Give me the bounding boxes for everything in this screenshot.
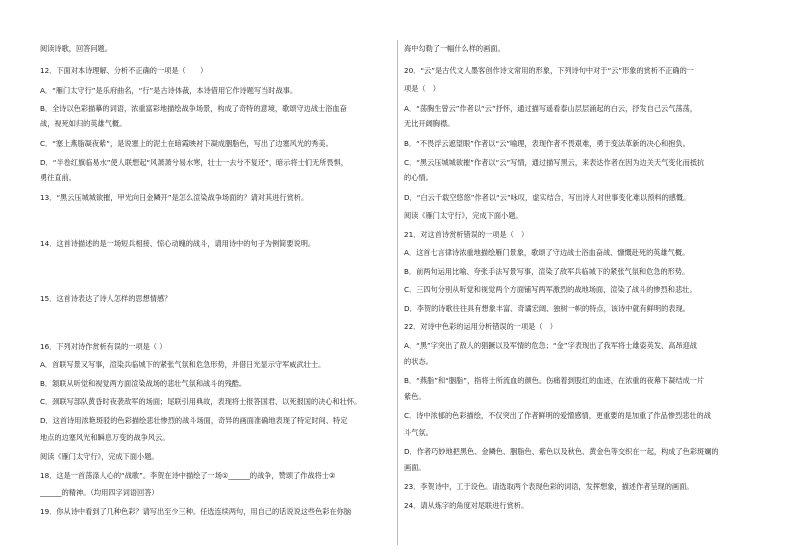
question-14: 14．这首诗描述的是一场短兵相接、惊心动魄的战斗，请用诗中的句子为例简要说明。	[40, 239, 316, 248]
option-c-cont: 的心情。	[404, 173, 433, 182]
option-b-cont: 战，视死如归的英雄气概。	[40, 119, 127, 128]
option-b: B．“燕脂”和“胭脂”，指将士所流血的颜色。伤痛着到股红的血迹，在浓重的夜幕下凝结成一片	[404, 376, 705, 385]
question-23: 23．李贺诗中，工于设色。请选取两个表现色彩的词语，发挥想象，描述作者呈现的画面。	[404, 482, 694, 491]
option-a: A．“黑”字突出了敌人的猖獗以及军情的危急；“金”字表现出了我军将士雄姿英发、高昂迎战	[404, 341, 697, 350]
option-b: B．全诗以色彩描摹的词语，浓重富彩地描绘战争场景，构成了奇特的意境，歌颂守边战士浴血奋	[40, 104, 347, 113]
option-a: A．这首七言律诗浓重地描绘雁门景象，歌颂了守边战士浴血奋战、慷慨赴死的英雄气概。	[404, 248, 690, 257]
question-20: 20．“云”是古代文人墨客创作诗文常用的形象，下列诗句中对于“云”形象的赏析不正确的一	[404, 66, 694, 75]
question-22: 22．对诗中色彩的运用分析错误的一项是（ ）	[404, 322, 557, 331]
option-d: D．“半卷红旗临易水”使人联想起“风萧萧兮易水寒，壮士一去兮不复还”，暗示将士们无所畏惧，	[40, 158, 348, 167]
question-18-cont: ______的精神。（均用四字词语回答）	[40, 488, 159, 497]
question-18: 18．这是一首荡涤人心的“战歌”。李贺在诗中描绘了一场①______的战争，赞颂了作战将士②	[40, 471, 336, 480]
option-d-cont: 勇往直前。	[40, 173, 76, 182]
option-d: D．这首诗用浓艳斑驳的色彩描绘悲壮惨烈的战斗场面，奇异的画面准确地表现了特定时间、特定	[40, 416, 348, 425]
option-d: D．作者巧妙地把黑色、金鳞色、胭脂色、紫色以及秋色、黄金色等交织在一起，构成了色彩斑斓的	[404, 447, 719, 456]
question-12: 12．下面对本诗理解、分析不正确的一项是（ ）	[40, 66, 208, 75]
text-line: 阅读诗歌，回答问题。	[40, 44, 112, 53]
question-19-cont: 海中勾勒了一幅什么样的画面。	[404, 44, 505, 53]
question-21: 21．对这首诗赏析错误的一项是（ ）	[404, 230, 529, 239]
reading-instruction: 阅读《雁门太守行》，完成下面小题。	[40, 452, 159, 461]
question-19: 19．你从诗中看到了几种色彩？请写出至少三种。任选连续两句，用自己的话说说这些色彩在你脑	[40, 507, 352, 516]
column-divider	[397, 40, 398, 545]
question-20-cont: 项是（ ）	[404, 84, 440, 93]
option-c-cont: 斗气氛。	[404, 428, 433, 437]
option-c: C．“黑云压城城欲摧”作者以“云”写情，通过描写黑云，来表达作者在因为边关天气变化而抵抗	[404, 158, 705, 167]
option-d: D．“白云千载空悠悠”作者以“云”咏叹，虚实结合，写出诗人对世事变化难以预料的感慨。	[404, 193, 691, 202]
question-15: 15．这首诗表达了诗人怎样的思想情感？	[40, 294, 172, 303]
option-b: B．颔联从听觉和视觉两方面渲染战场的悲壮气氛和战斗的残酷。	[40, 379, 247, 388]
option-b: B．“不畏浮云遮望眼”作者以“云”喻理，表现作者不畏艰难，勇于变法革新的决心和抱负。	[404, 139, 690, 148]
option-c: C．三四句分别从听觉和视觉两个方面铺写两军激烈的战地场面，渲染了战斗的惨烈和悲壮。	[404, 285, 697, 294]
option-a-cont: 无比开阔胸襟。	[404, 119, 455, 128]
option-b: B．前两句运用比喻、夸张手法写景写事，渲染了敌军兵临城下的紧张气氛和危急的形势。	[404, 267, 690, 276]
question-24: 24．请从炼字的角度对尾联进行赏析。	[404, 501, 529, 510]
option-d-cont: 地点的边塞风光和瞬息万变的战争风云。	[40, 433, 170, 442]
option-d: D．李贺的诗歌往往具有想象丰富、奇谲宏阔、独树一帜的特点，该诗中就有鲜明的表现。	[404, 304, 690, 313]
option-d-cont: 画面。	[404, 463, 426, 472]
option-a-cont: 的状态。	[404, 357, 433, 366]
option-c: C．诗中浓郁的色彩描绘，不仅突出了作者鲜明的爱憎感情，更重要的是加重了作品惨烈悲壮的战	[404, 411, 711, 420]
question-13: 13．“黑云压城城欲摧，甲光向日金鳞开”是怎么渲染战争场面的？请对其进行赏析。	[40, 193, 309, 202]
question-16: 16．下列对诗作赏析有误的一项是（ ）	[40, 342, 167, 351]
reading-instruction: 阅读《雁门太守行》，完成下面小题。	[404, 211, 523, 220]
option-a: A．“荡胸生曾云”作者以“云”抒怀，通过描写遥看泰山层层涌起的白云，抒发自己云气荡荡，	[404, 104, 697, 113]
option-c: C．“塞上燕脂凝夜紫”，是说塞上的泥土在暗霞映衬下凝成胭脂色，写出了边塞风光的秀美。	[40, 139, 333, 148]
option-b-cont: 紫色。	[404, 392, 426, 401]
option-c: C．颈联写部队黄昏时夜袭敌军的场面；尾联引用典故，表现将士报答国君、以死报国的决心和壮怀。	[40, 397, 362, 406]
option-a: A．“雁门太守行”是乐府曲名，“行”是古诗体裁，本诗借用它作诗题写当时战事。	[40, 86, 298, 95]
option-a: A．首联写景又写事，渲染兵临城下的紧张气氛和危急形势，并借日光显示守军威武壮士。	[40, 360, 326, 369]
